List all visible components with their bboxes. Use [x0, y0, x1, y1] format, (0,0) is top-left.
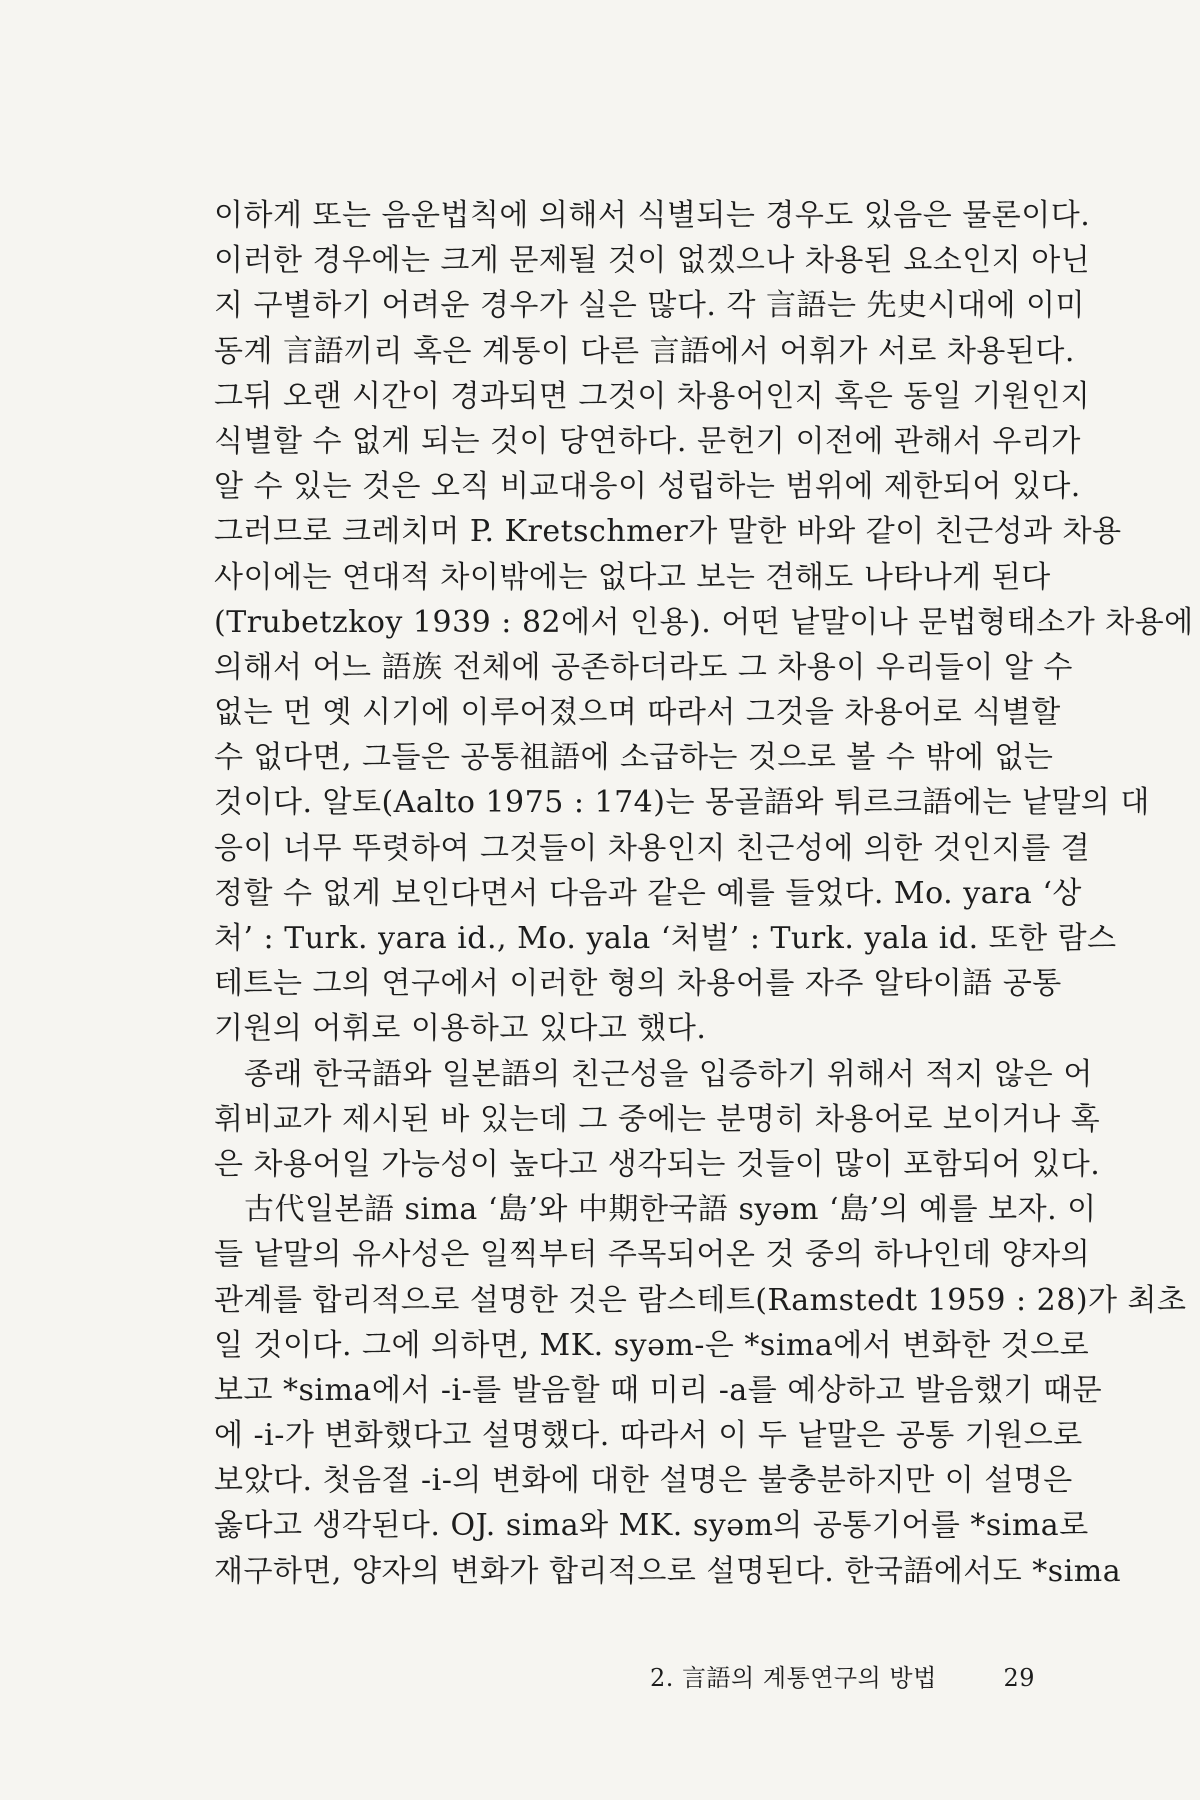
text-line: 식별할 수 없게 되는 것이 당연하다. 문헌기 이전에 관해서 우리가	[214, 423, 1081, 459]
text-line: 휘비교가 제시된 바 있는데 그 중에는 분명히 차용어로 보이거나 혹	[214, 1101, 1101, 1137]
text-line: 종래 한국語와 일본語의 친근성을 입증하기 위해서 적지 않은 어	[244, 1056, 1093, 1092]
text-line: 들 낱말의 유사성은 일찍부터 주목되어온 것 중의 하나인데 양자의	[214, 1237, 1091, 1273]
text-line: 재구하면, 양자의 변화가 합리적으로 설명된다. 한국語에서도 *sima	[214, 1553, 1122, 1589]
text-line: 정할 수 없게 보인다면서 다음과 같은 예를 들었다. Mo. yara ‘상	[214, 875, 1082, 911]
text-line: 동계 言語끼리 혹은 계통이 다른 言語에서 어휘가 서로 차용된다.	[214, 333, 1075, 369]
page-number: 29	[1003, 1664, 1035, 1692]
text-line: 관계를 합리적으로 설명한 것은 람스테트(Ramstedt 1959 : 28)가 최초	[214, 1282, 1187, 1318]
text-line: 의해서 어느 語族 전체에 공존하더라도 그 차용이 우리들이 알 수	[214, 649, 1073, 685]
text-line: 지 구별하기 어려운 경우가 실은 많다. 각 言語는 先史시대에 이미	[214, 288, 1085, 324]
text-line: 古代일본語 sima ‘島’와 中期한국語 syəm ‘島’의 예를 보자. 이	[244, 1192, 1097, 1228]
text-line: 처’ : Turk. yara id., Mo. yala ‘처벌’ : Turk. yala id. 또한 람스	[214, 921, 1117, 956]
text-line: 알 수 있는 것은 오직 비교대응이 성립하는 범위에 제한되어 있다.	[214, 469, 1081, 505]
text-line: 응이 너무 뚜렷하여 그것들이 차용인지 친근성에 의한 것인지를 결	[214, 830, 1091, 866]
body-text	[214, 196, 1194, 1597]
text-line: 그뒤 오랜 시간이 경과되면 그것이 차용어인지 혹은 동일 기원인지	[214, 378, 1091, 414]
text-line: 사이에는 연대적 차이밖에는 없다고 보는 견해도 나타나게 된다	[214, 559, 1051, 595]
text-line: (Trubetzkoy 1939 : 82에서 인용). 어떤 낱말이나 문법형태소가 차용에	[214, 604, 1194, 640]
text-line: 에 -i-가 변화했다고 설명했다. 따라서 이 두 낱말은 공통 기원으로	[214, 1418, 1083, 1454]
text-line: 기원의 어휘로 이용하고 있다고 했다.	[214, 1011, 707, 1047]
text-line: 이하게 또는 음운법칙에 의해서 식별되는 경우도 있음은 물론이다.	[214, 198, 1091, 233]
running-head: 2. 言語의 계통연구의 방법	[650, 1664, 937, 1692]
text-line: 것이다. 알토(Aalto 1975 : 174)는 몽골語와 튀르크語에는 낱말의 대	[214, 785, 1150, 821]
text-line: 수 없다면, 그들은 공통祖語에 소급하는 것으로 볼 수 밖에 없는	[214, 740, 1054, 776]
text-line: 보았다. 첫음절 -i-의 변화에 대한 설명은 불충분하지만 이 설명은	[214, 1463, 1073, 1499]
text-line: 옳다고 생각된다. OJ. sima와 MK. syəm의 공통기어를 *sima로	[214, 1508, 1089, 1544]
text-line: 일 것이다. 그에 의하면, MK. syəm-은 *sima에서 변화한 것으로	[214, 1327, 1090, 1363]
text-line: 테트는 그의 연구에서 이러한 형의 차용어를 자주 알타이語 공통	[214, 966, 1062, 1002]
page-footer	[650, 1662, 1035, 1694]
text-line: 없는 먼 옛 시기에 이루어졌으며 따라서 그것을 차용어로 식별할	[214, 695, 1061, 731]
text-line: 그러므로 크레치머 P. Kretschmer가 말한 바와 같이 친근성과 차용	[214, 514, 1122, 550]
text-line: 은 차용어일 가능성이 높다고 생각되는 것들이 많이 포함되어 있다.	[214, 1146, 1101, 1182]
text-line: 이러한 경우에는 크게 문제될 것이 없겠으나 차용된 요소인지 아닌	[214, 243, 1091, 279]
text-line: 보고 *sima에서 -i-를 발음할 때 미리 -a를 예상하고 발음했기 때문	[214, 1372, 1103, 1408]
